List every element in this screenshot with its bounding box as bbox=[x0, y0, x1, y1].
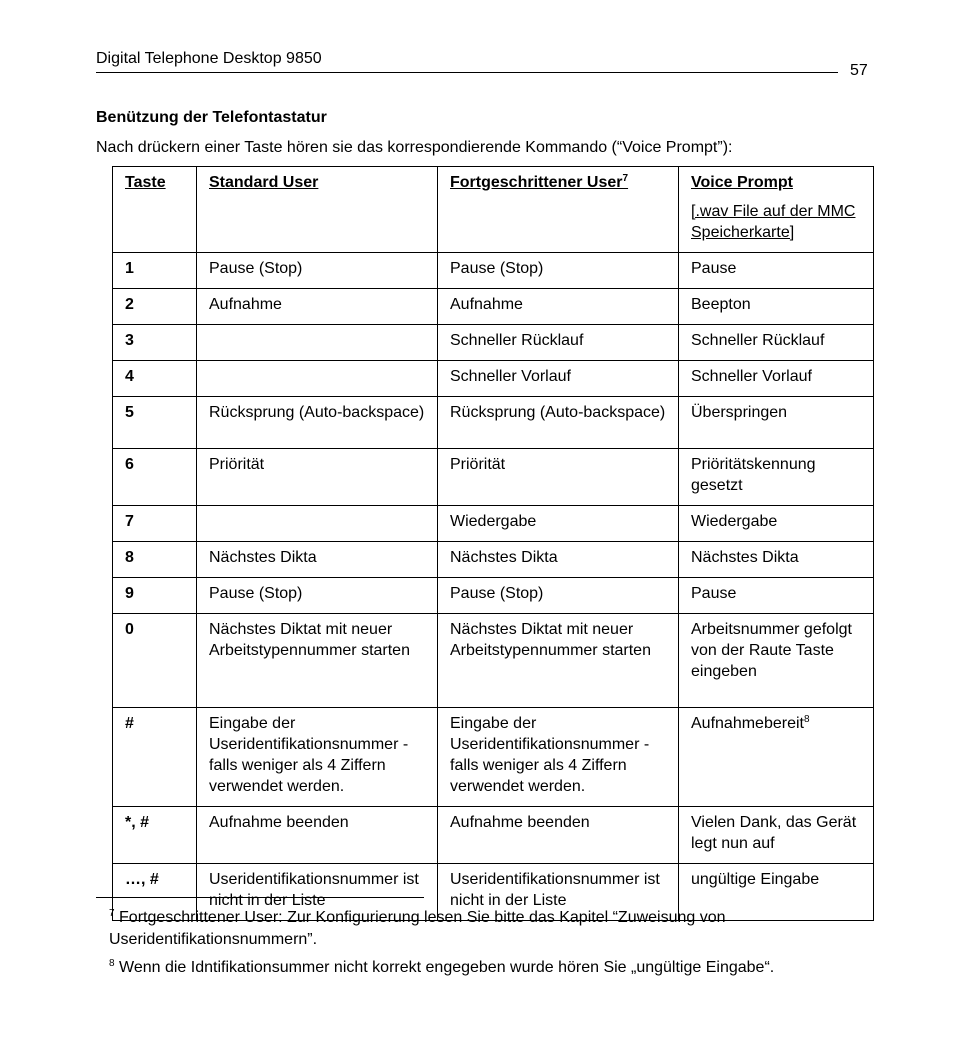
key-cell bbox=[113, 449, 197, 506]
table-header-row bbox=[113, 167, 874, 253]
advanced-cell bbox=[438, 614, 679, 708]
voice-cell bbox=[679, 542, 874, 578]
voice-cell bbox=[679, 449, 874, 506]
advanced-cell bbox=[438, 542, 679, 578]
advanced-cell-text: Nächstes Diktat mit neuer Arbeitstypennummer starten bbox=[450, 621, 651, 659]
table-row bbox=[113, 289, 874, 325]
keypad-table bbox=[112, 166, 874, 921]
key-cell bbox=[113, 289, 197, 325]
advanced-cell-text: Wiedergabe bbox=[450, 513, 537, 530]
advanced-cell bbox=[438, 708, 679, 807]
key-cell-text: 4 bbox=[125, 368, 134, 385]
header-title: Digital Telephone Desktop 9850 bbox=[96, 50, 322, 67]
advanced-cell bbox=[438, 506, 679, 542]
key-cell-text: …, # bbox=[125, 871, 159, 888]
standard-cell-text: Pause (Stop) bbox=[209, 585, 303, 602]
advanced-cell bbox=[438, 361, 679, 397]
footnote-8-mark: 8 bbox=[109, 958, 115, 969]
footnote-ref-7: 7 bbox=[622, 173, 629, 184]
footnote-ref-8: 8 bbox=[803, 714, 810, 725]
header-standard-label: Standard User bbox=[209, 174, 319, 191]
header-advanced-label: Fortgeschrittener User bbox=[450, 174, 623, 191]
standard-cell bbox=[197, 289, 438, 325]
table-row bbox=[113, 807, 874, 864]
voice-cell-text: Schneller Rücklauf bbox=[691, 332, 825, 349]
voice-cell bbox=[679, 361, 874, 397]
advanced-cell-text: Schneller Vorlauf bbox=[450, 368, 571, 385]
voice-cell-text: Schneller Vorlauf bbox=[691, 368, 812, 385]
voice-cell bbox=[679, 506, 874, 542]
footnote-7 bbox=[109, 907, 879, 951]
advanced-cell-text: Aufnahme beenden bbox=[450, 814, 590, 831]
standard-cell-text: Rücksprung (Auto-backspace) bbox=[209, 404, 425, 421]
voice-cell bbox=[679, 397, 874, 449]
voice-cell-text: Pause bbox=[691, 585, 737, 602]
footnote-7-mark: 7 bbox=[109, 908, 115, 919]
advanced-cell-text: Aufnahme bbox=[450, 296, 523, 313]
key-cell bbox=[113, 542, 197, 578]
key-cell-text: 6 bbox=[125, 456, 134, 473]
voice-cell-text: Vielen Dank, das Gerät legt nun auf bbox=[691, 814, 857, 852]
key-cell-text: 8 bbox=[125, 549, 134, 566]
voice-cell bbox=[679, 289, 874, 325]
header-voice bbox=[679, 167, 874, 253]
standard-cell bbox=[197, 325, 438, 361]
advanced-cell-text: Schneller Rücklauf bbox=[450, 332, 584, 349]
header-standard bbox=[197, 167, 438, 253]
key-cell-text: *, # bbox=[125, 814, 150, 831]
advanced-cell bbox=[438, 578, 679, 614]
key-cell-text: 5 bbox=[125, 404, 134, 421]
voice-cell bbox=[679, 708, 874, 807]
header-key-label: Taste bbox=[125, 174, 166, 191]
header-key bbox=[113, 167, 197, 253]
table-row bbox=[113, 449, 874, 506]
advanced-cell bbox=[438, 807, 679, 864]
section-heading: Benützung der Telefontastatur bbox=[96, 109, 327, 126]
table-row bbox=[113, 361, 874, 397]
standard-cell bbox=[197, 807, 438, 864]
standard-cell-text: Nächstes Dikta bbox=[209, 549, 317, 566]
key-cell-text: 7 bbox=[125, 513, 134, 530]
voice-cell-text: Arbeitsnummer gefolgt von der Raute Taste eingeben bbox=[691, 621, 852, 680]
standard-cell bbox=[197, 614, 438, 708]
standard-cell bbox=[197, 361, 438, 397]
advanced-cell-text: Useridentifikationsnummer ist nicht in der Liste bbox=[450, 871, 660, 909]
key-cell bbox=[113, 807, 197, 864]
table-row bbox=[113, 542, 874, 578]
table-row bbox=[113, 397, 874, 449]
standard-cell-text: Pause (Stop) bbox=[209, 260, 303, 277]
standard-cell-text: Nächstes Diktat mit neuer Arbeitstypennummer starten bbox=[209, 621, 410, 659]
table-row bbox=[113, 708, 874, 807]
footnote-7-text: Fortgeschrittener User: Zur Konfigurierung lesen Sie bitte das Kapitel “Zuweisung von Useridentifikationsnummern”. bbox=[109, 909, 726, 948]
voice-cell-text: Aufnahmebereit bbox=[691, 715, 804, 732]
page-number: 57 bbox=[850, 62, 868, 79]
key-cell-text: 1 bbox=[125, 260, 134, 277]
standard-cell-text: Eingabe der Useridentifikationsnummer - falls weniger als 4 Ziffern verwendet werden. bbox=[209, 715, 409, 795]
standard-cell bbox=[197, 708, 438, 807]
voice-cell-text: Beepton bbox=[691, 296, 751, 313]
advanced-cell bbox=[438, 289, 679, 325]
standard-cell-text: Priörität bbox=[209, 456, 265, 473]
voice-cell-text: Überspringen bbox=[691, 404, 788, 421]
standard-cell bbox=[197, 397, 438, 449]
key-cell bbox=[113, 361, 197, 397]
standard-cell-text: Useridentifikationsnummer ist nicht in der Liste bbox=[209, 871, 419, 909]
standard-cell bbox=[197, 542, 438, 578]
voice-cell bbox=[679, 578, 874, 614]
standard-cell bbox=[197, 253, 438, 289]
voice-cell-text: ungültige Eingabe bbox=[691, 871, 820, 888]
advanced-cell-text: Nächstes Dikta bbox=[450, 549, 558, 566]
standard-cell bbox=[197, 506, 438, 542]
key-cell bbox=[113, 578, 197, 614]
advanced-cell bbox=[438, 397, 679, 449]
table-row bbox=[113, 253, 874, 289]
key-cell-text: 0 bbox=[125, 621, 134, 638]
key-cell bbox=[113, 708, 197, 807]
table-row bbox=[113, 325, 874, 361]
voice-cell bbox=[679, 253, 874, 289]
key-cell-text: 3 bbox=[125, 332, 134, 349]
advanced-cell bbox=[438, 449, 679, 506]
advanced-cell-text: Eingabe der Useridentifikationsnummer - falls weniger als 4 Ziffern verwendet werden. bbox=[450, 715, 650, 795]
header-voice-label: Voice Prompt bbox=[691, 174, 793, 191]
advanced-cell bbox=[438, 253, 679, 289]
advanced-cell-text: Pause (Stop) bbox=[450, 585, 544, 602]
key-cell-text: 2 bbox=[125, 296, 134, 313]
key-cell bbox=[113, 253, 197, 289]
voice-cell-text: Wiedergabe bbox=[691, 513, 778, 530]
key-cell-text: # bbox=[125, 715, 134, 732]
standard-cell-text: Aufnahme bbox=[209, 296, 282, 313]
table-row bbox=[113, 614, 874, 708]
footnote-8-text: Wenn die Idntifikationsummer nicht korrekt engegeben wurde hören Sie „ungültige Eingabe“. bbox=[119, 959, 775, 976]
header-rule bbox=[96, 72, 838, 73]
header-advanced bbox=[438, 167, 679, 253]
table-row bbox=[113, 506, 874, 542]
standard-cell-text: Aufnahme beenden bbox=[209, 814, 349, 831]
voice-cell bbox=[679, 807, 874, 864]
advanced-cell-text: Pause (Stop) bbox=[450, 260, 544, 277]
footnote-8 bbox=[109, 957, 879, 979]
table-row bbox=[113, 578, 874, 614]
advanced-cell-text: Rücksprung (Auto-backspace) bbox=[450, 404, 666, 421]
key-cell bbox=[113, 325, 197, 361]
voice-cell-text: Pause bbox=[691, 260, 737, 277]
intro-text: Nach drückern einer Taste hören sie das korrespondierende Kommando (“Voice Prompt”): bbox=[96, 139, 733, 156]
standard-cell bbox=[197, 578, 438, 614]
standard-cell bbox=[197, 449, 438, 506]
footnote-rule bbox=[96, 897, 424, 898]
key-cell bbox=[113, 614, 197, 708]
advanced-cell-text: Priörität bbox=[450, 456, 506, 473]
voice-cell-text: Priöritätskennung gesetzt bbox=[691, 456, 816, 494]
voice-cell bbox=[679, 325, 874, 361]
key-cell bbox=[113, 506, 197, 542]
voice-cell-text: Nächstes Dikta bbox=[691, 549, 799, 566]
advanced-cell bbox=[438, 325, 679, 361]
header-voice-note: [.wav File auf der MMC Speicherkarte] bbox=[691, 203, 856, 241]
voice-cell bbox=[679, 614, 874, 708]
key-cell bbox=[113, 397, 197, 449]
key-cell-text: 9 bbox=[125, 585, 134, 602]
